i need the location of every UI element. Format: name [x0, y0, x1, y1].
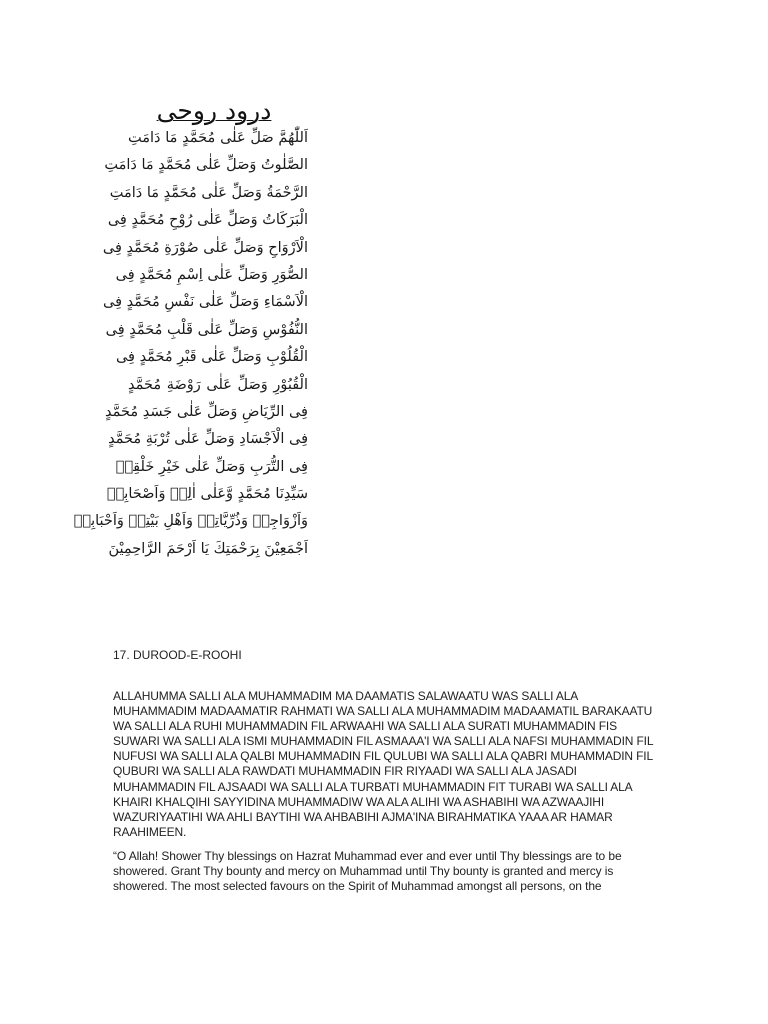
arabic-verse-line: وَاَزْوَاجِهٖ وَذُرِّيَّاتِهٖ وَاَهْلِ بَيْتِهٖ وَاَحْبَابِهٖ	[73, 513, 308, 530]
arabic-verse-line: الصُّوَرِ وَصَلِّ عَلٰی اِسْمِ مُحَمَّدٍ فِی	[115, 266, 308, 283]
arabic-verse-line: الصَّلٰوتُ وَصَلِّ عَلٰی مُحَمَّدٍ مَا دَامَتِ	[104, 157, 308, 174]
arabic-verse-line: فِی التُّرَبِ وَصَلِّ عَلٰی خَيْرِ خَلْقِهٖ	[115, 458, 308, 475]
arabic-verse-line: الْبَرَكَاتُ وَصَلِّ عَلٰی رُوْحِ مُحَمَّدٍ فِی	[107, 212, 308, 229]
arabic-verse-line: الْاَسْمَاءِ وَصَلِّ عَلٰی نَفْسِ مُحَمَّدٍ فِی	[103, 294, 308, 311]
arabic-verse-line: الْقُبُوْرِ وَصَلِّ عَلٰی رَوْضَةِ مُحَمَّدٍ	[128, 376, 308, 393]
transliteration-paragraph: ALLAHUMMA SALLI ALA MUHAMMADIM MA DAAMATIS SALAWAATU WAS SALLI ALA MUHAMMADIM MADAAMATIR RAHMATI WA SALLI ALA MUHAMMADIM MADAAMATIL BARAKAATU WA SALLI ALA RUHI MUHAMMADIN FIL ARWAAHI WA SALLI ALA SURATI MUHAMMADIN FIS SUWARI WA SALLI ALA ISMI MUHAMMADIN FIL ASMAAA'I WA SALLI ALA NAFSI MUHAMMADIN FIL NUFUSI WA SALLI ALA QALBI MUHAMMADIN FIL QULUBI WA SALLI ALA QABRI MUHAMMADIN FIL QUBURI WA SALLI ALA RAWDATI MUHAMMADIN FIR RIYAADI WA SALLI ALA JASADI MUHAMMADIN FIL AJSAADI WA SALLI ALA TURBATI MUHAMMADIN FIT TURABI WA SALLI ALA KHAIRI KHALQIHI SAYYIDINA MUHAMMADIW WA ALA ALIHI WA ASHABIHI WA AZWAAJIHI WAZURIYAATIHI WA AHLI BAYTIHI WA AHBABIHI AJMA'INA BIRAHMATIKA YAAA AR HAMAR RAAHIMEEN.	[113, 689, 653, 839]
arabic-verse-line: الْقُلُوْبِ وَصَلِّ عَلٰی قَبْرِ مُحَمَّدٍ فِی	[115, 349, 308, 366]
arabic-verse-line: فِی الرِّيَاضِ وَصَلِّ عَلٰی جَسَدِ مُحَمَّدٍ	[105, 403, 308, 420]
translation-paragraph: “O Allah! Shower Thy blessings on Hazrat Muhammad ever and ever until Thy blessings are to be showered. Grant Thy bounty and mercy on Muhammad until Thy bounty is granted and mercy is showered. The most selected favours on the Spirit of Muhammad amongst all persons, on the	[113, 849, 622, 894]
arabic-verse-line: النُّفُوْسِ وَصَلِّ عَلٰی قَلْبِ مُحَمَّدٍ فِی	[105, 321, 308, 338]
arabic-title: درود روحی	[156, 96, 272, 125]
arabic-verse-line: الْاَرْوَاحِ وَصَلِّ عَلٰی صُوْرَةِ مُحَمَّدٍ فِی	[102, 239, 308, 256]
arabic-verse-line: فِی الْاَجْسَادِ وَصَلِّ عَلٰی تُرْبَةِ مُحَمَّدٍ	[108, 431, 308, 448]
arabic-verse-line: اَللّٰهُمَّ صَلِّ عَلٰی مُحَمَّدٍ مَا دَامَتِ	[128, 130, 308, 146]
arabic-verse-lines	[73, 125, 308, 563]
section-heading: 17. DUROOD-E-ROOHI	[113, 648, 242, 662]
arabic-verse-line: سَيِّدِنَا مُحَمَّدٍ وَّعَلٰی اٰلِهٖ وَاَصْحَابِهٖ	[106, 486, 308, 503]
arabic-verse-line: اَجْمَعِيْنَ بِرَحْمَتِكَ يَا اَرْحَمَ الرَّاحِمِيْنَ	[108, 540, 308, 557]
arabic-verse-line: الرَّحْمَةُ وَصَلِّ عَلٰی مُحَمَّدٍ مَا دَامَتِ	[109, 184, 308, 201]
